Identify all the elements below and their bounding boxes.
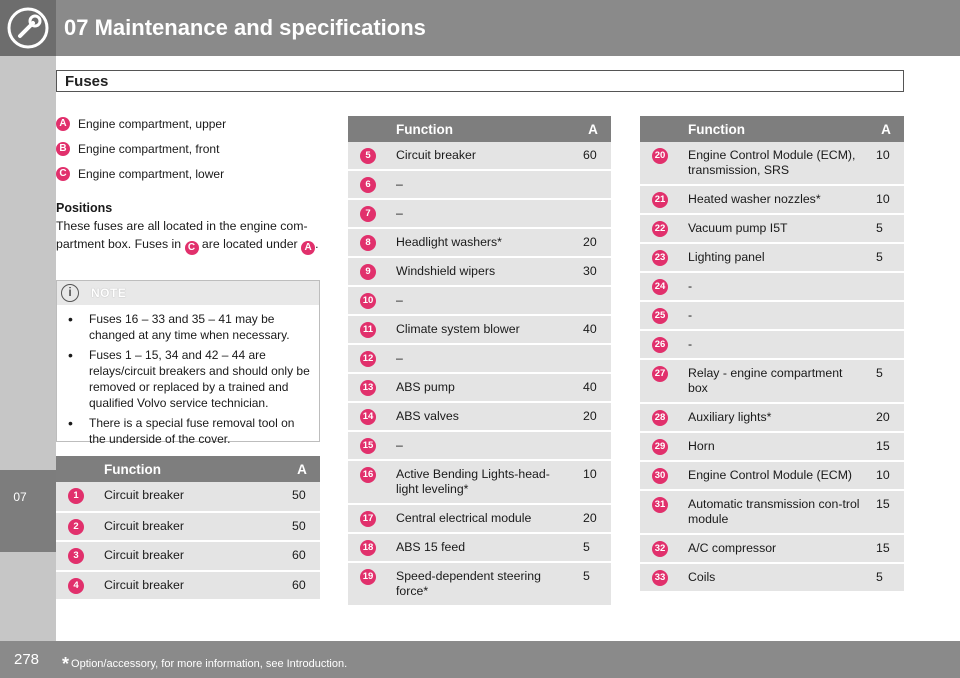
fuse-number [640, 185, 680, 214]
fuse-amperage: 10 [868, 142, 904, 185]
fuse-number [640, 563, 680, 592]
fuse-amperage: 20 [868, 403, 904, 432]
fuse-amperage: 10 [868, 185, 904, 214]
table-row [348, 504, 611, 533]
table-row [348, 315, 611, 344]
fuse-function: Circuit breaker [96, 512, 284, 542]
fuse-amperage: 10 [575, 460, 611, 504]
footnote [62, 654, 347, 675]
fuse-number [348, 504, 388, 533]
location-badge: C [185, 241, 199, 255]
table-row [640, 490, 904, 534]
table-row [640, 272, 904, 301]
positions-heading: Positions [56, 201, 113, 215]
fuse-number [640, 243, 680, 272]
function-header: Function [388, 116, 575, 142]
table-row [640, 403, 904, 432]
fuse-number-badge: 14 [360, 409, 376, 425]
table-row [348, 460, 611, 504]
fuse-function: - [680, 272, 868, 301]
fuse-number-badge: 27 [652, 366, 668, 382]
table-row [348, 199, 611, 228]
location-item [56, 167, 224, 181]
fuse-amperage [575, 431, 611, 460]
fuse-function: – [388, 344, 575, 373]
fuse-number-badge: 10 [360, 293, 376, 309]
fuse-function: Speed-dependent steering force* [388, 562, 575, 606]
fuse-number [640, 534, 680, 563]
fuse-number [348, 431, 388, 460]
fuse-number-badge: 21 [652, 192, 668, 208]
fuse-function: Active Bending Lights-head-light leveling* [388, 460, 575, 504]
fuse-amperage: 60 [284, 571, 320, 601]
fuse-function: Engine Control Module (ECM), transmission, SRS [680, 142, 868, 185]
fuse-amperage: 5 [868, 214, 904, 243]
fuse-function: Circuit breaker [96, 482, 284, 512]
fuse-amperage [575, 344, 611, 373]
chapter-tab [0, 470, 56, 552]
fuse-function: Climate system blower [388, 315, 575, 344]
table-row [56, 482, 320, 512]
fuse-function: Coils [680, 563, 868, 592]
fuse-number [640, 272, 680, 301]
fuse-amperage: 50 [284, 512, 320, 542]
number-header [348, 116, 388, 142]
fuse-function: Heated washer nozzles* [680, 185, 868, 214]
fuse-function: - [680, 301, 868, 330]
fuse-table-3 [640, 116, 904, 593]
fuse-number [348, 286, 388, 315]
fuse-number [348, 228, 388, 257]
fuse-function: – [388, 286, 575, 315]
fuse-number [640, 330, 680, 359]
positions-text: are located under [201, 237, 298, 251]
fuse-number-badge: 9 [360, 264, 376, 280]
fuse-amperage: 15 [868, 490, 904, 534]
fuse-amperage: 30 [575, 257, 611, 286]
function-header: Function [680, 116, 868, 142]
fuse-amperage: 60 [284, 541, 320, 571]
fuse-number-badge: 33 [652, 570, 668, 586]
location-text: Engine compartment, upper [78, 117, 227, 131]
table-row [640, 359, 904, 403]
fuse-number-badge: 13 [360, 380, 376, 396]
fuse-amperage [868, 301, 904, 330]
table-row [640, 563, 904, 592]
fuse-function: Circuit breaker [96, 571, 284, 601]
location-badge: C [56, 167, 70, 181]
table-row [640, 142, 904, 185]
fuse-function: ABS 15 feed [388, 533, 575, 562]
note-item: • Fuses 1 – 15, 34 and 42 – 44 are relays/circuit breakers and should only be removed or replaced by a trained and qualified Volvo service technician. [65, 347, 311, 411]
fuse-function: ABS valves [388, 402, 575, 431]
table-row [348, 344, 611, 373]
location-text: Engine compartment, front [78, 142, 220, 156]
fuse-number [56, 512, 96, 542]
fuse-number-badge: 18 [360, 540, 376, 556]
fuse-number-badge: 4 [68, 578, 84, 594]
fuse-amperage: 15 [868, 534, 904, 563]
fuse-amperage: 40 [575, 315, 611, 344]
fuse-function: Headlight washers* [388, 228, 575, 257]
fuse-function: Vacuum pump I5T [680, 214, 868, 243]
fuse-number [348, 460, 388, 504]
table-row [348, 257, 611, 286]
fuse-function: Relay - engine compartment box [680, 359, 868, 403]
table-row [56, 541, 320, 571]
fuse-function: Auxiliary lights* [680, 403, 868, 432]
fuse-number-badge: 16 [360, 467, 376, 483]
fuse-table-2 [348, 116, 611, 607]
fuse-function: – [388, 170, 575, 199]
fuse-function: ABS pump [388, 373, 575, 402]
positions-text: These fuses are all located in the engine com-partment box. Fuses in [56, 219, 308, 251]
table-header-row [348, 116, 611, 142]
fuse-number [640, 490, 680, 534]
fuse-function: Circuit breaker [388, 142, 575, 170]
fuse-number-badge: 31 [652, 497, 668, 513]
chapter-title: 07 Maintenance and specifications [64, 15, 426, 40]
fuse-number-badge: 26 [652, 337, 668, 353]
table-row [640, 243, 904, 272]
fuse-number [348, 170, 388, 199]
fuse-amperage: 5 [575, 533, 611, 562]
fuse-function: Central electrical module [388, 504, 575, 533]
fuse-number [56, 541, 96, 571]
table-row [640, 185, 904, 214]
fuse-amperage: 60 [575, 142, 611, 170]
fuse-number-badge: 6 [360, 177, 376, 193]
fuse-number [640, 432, 680, 461]
fuse-function: Circuit breaker [96, 541, 284, 571]
fuse-number [348, 199, 388, 228]
fuse-number [640, 214, 680, 243]
table-row [348, 228, 611, 257]
fuse-number-badge: 15 [360, 438, 376, 454]
fuse-number [348, 562, 388, 606]
fuse-amperage: 20 [575, 228, 611, 257]
table-row [348, 170, 611, 199]
section-title: Fuses [65, 73, 109, 90]
table-row [640, 534, 904, 563]
fuse-function: Automatic transmission con-trol module [680, 490, 868, 534]
location-badge: B [56, 142, 70, 156]
amperage-header: A [575, 116, 611, 142]
fuse-number [348, 402, 388, 431]
location-badge: A [301, 241, 315, 255]
fuse-number-badge: 17 [360, 511, 376, 527]
fuse-amperage [575, 199, 611, 228]
fuse-amperage [868, 272, 904, 301]
fuse-amperage: 15 [868, 432, 904, 461]
fuse-amperage: 40 [575, 373, 611, 402]
fuse-number-badge: 19 [360, 569, 376, 585]
fuse-amperage: 5 [575, 562, 611, 606]
footnote-star: * [62, 654, 70, 674]
table-row [56, 512, 320, 542]
location-badge: A [56, 117, 70, 131]
table-row [348, 286, 611, 315]
fuse-number-badge: 30 [652, 468, 668, 484]
location-text: Engine compartment, lower [78, 167, 225, 181]
location-item [56, 117, 226, 131]
fuse-number-badge: 11 [360, 322, 376, 338]
table-row [348, 562, 611, 606]
note-item: • Fuses 16 – 33 and 35 – 41 may be changed at any time when necessary. [65, 311, 311, 343]
fuse-amperage: 20 [575, 504, 611, 533]
note-label: NOTE [91, 286, 127, 300]
fuse-amperage [575, 286, 611, 315]
page-number: 278 [14, 651, 40, 668]
fuse-function: Windshield wipers [388, 257, 575, 286]
fuse-number-badge: 1 [68, 488, 84, 504]
note-header [57, 281, 319, 305]
table-row [640, 214, 904, 243]
fuse-number [640, 461, 680, 490]
table-row [348, 402, 611, 431]
note-box [56, 280, 320, 446]
fuse-number-badge: 24 [652, 279, 668, 295]
fuse-number [640, 142, 680, 185]
location-item [56, 142, 219, 156]
fuse-number [348, 315, 388, 344]
fuse-amperage: 5 [868, 563, 904, 592]
fuse-function: A/C compressor [680, 534, 868, 563]
fuse-amperage: 50 [284, 482, 320, 512]
positions-text: . [315, 237, 319, 251]
table-row [640, 461, 904, 490]
wrench-icon [0, 0, 56, 56]
fuse-number-badge: 3 [68, 548, 84, 564]
amperage-header: A [284, 456, 320, 482]
sidebar [0, 56, 56, 641]
fuse-amperage: 20 [575, 402, 611, 431]
fuse-number [348, 257, 388, 286]
fuse-amperage: 10 [868, 461, 904, 490]
table-row [348, 373, 611, 402]
number-header [640, 116, 680, 142]
fuse-number-badge: 29 [652, 439, 668, 455]
fuse-number-badge: 5 [360, 148, 376, 164]
fuse-amperage [868, 330, 904, 359]
section-heading [56, 70, 904, 92]
table-row [348, 431, 611, 460]
amperage-header: A [868, 116, 904, 142]
fuse-number-badge: 23 [652, 250, 668, 266]
table-row [640, 301, 904, 330]
table-row [56, 571, 320, 601]
fuse-function: Lighting panel [680, 243, 868, 272]
fuse-number [640, 359, 680, 403]
fuse-number-badge: 20 [652, 148, 668, 164]
table-header-row [640, 116, 904, 142]
fuse-number-badge: 25 [652, 308, 668, 324]
number-header [56, 456, 96, 482]
fuse-amperage: 5 [868, 243, 904, 272]
fuse-number [56, 482, 96, 512]
chapter-number: 07 [13, 490, 27, 504]
fuse-function: – [388, 431, 575, 460]
info-icon: i [61, 284, 79, 302]
table-row [640, 432, 904, 461]
function-header: Function [96, 456, 284, 482]
table-row [640, 330, 904, 359]
fuse-number [640, 301, 680, 330]
table-header-row [56, 456, 320, 482]
chapter-header [0, 0, 960, 56]
fuse-number-badge: 2 [68, 519, 84, 535]
positions-paragraph [56, 199, 326, 255]
fuse-number [348, 142, 388, 170]
fuse-number [56, 571, 96, 601]
fuse-number [640, 403, 680, 432]
fuse-number-badge: 32 [652, 541, 668, 557]
note-list [57, 305, 319, 447]
fuse-function: Horn [680, 432, 868, 461]
fuse-amperage [575, 170, 611, 199]
table-row [348, 142, 611, 170]
fuse-number-badge: 12 [360, 351, 376, 367]
fuse-number-badge: 8 [360, 235, 376, 251]
fuse-number-badge: 7 [360, 206, 376, 222]
page-footer [0, 641, 960, 678]
fuse-amperage: 5 [868, 359, 904, 403]
fuse-table-1 [56, 456, 320, 601]
fuse-function: - [680, 330, 868, 359]
footnote-text: Option/accessory, for more information, see Introduction. [71, 658, 348, 670]
fuse-function: – [388, 199, 575, 228]
fuse-number [348, 373, 388, 402]
table-row [348, 533, 611, 562]
fuse-number [348, 533, 388, 562]
fuse-number-badge: 28 [652, 410, 668, 426]
fuse-function: Engine Control Module (ECM) [680, 461, 868, 490]
note-item: • There is a special fuse removal tool on the underside of the cover. [65, 415, 311, 447]
fuse-number [348, 344, 388, 373]
fuse-number-badge: 22 [652, 221, 668, 237]
